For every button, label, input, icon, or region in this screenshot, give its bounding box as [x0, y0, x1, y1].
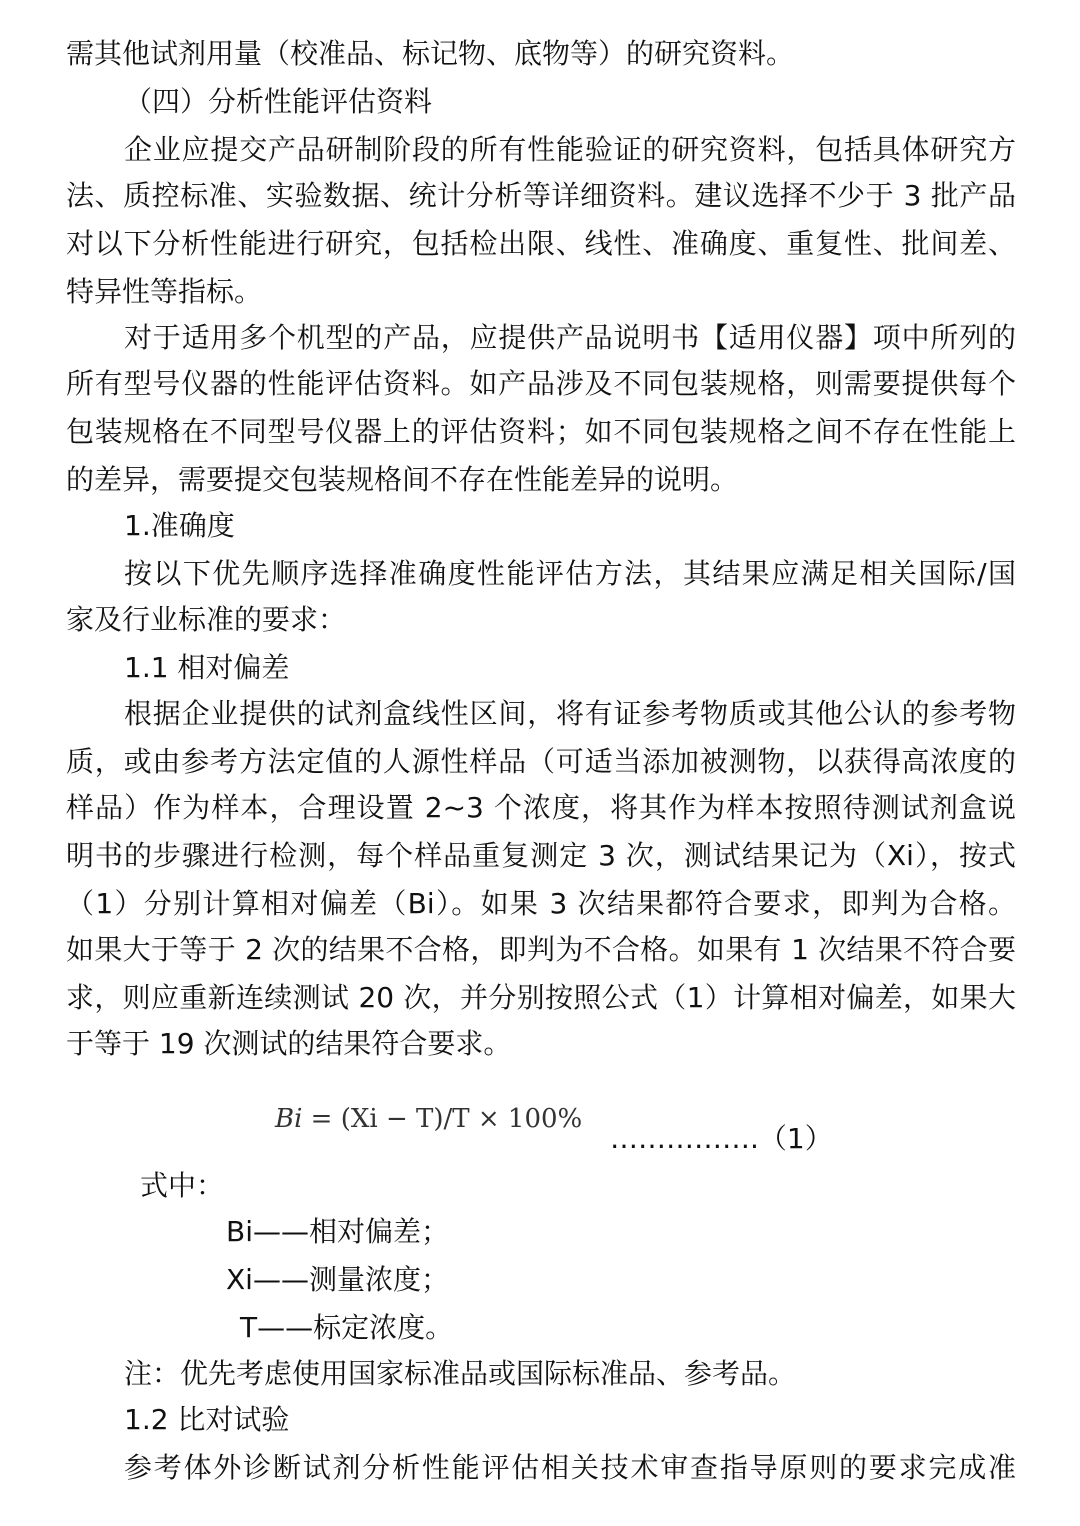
text-line: 需其他试剂用量（校准品、标记物、底物等）的研究资料。	[66, 37, 795, 70]
formula	[275, 1101, 582, 1137]
section-heading: 1.准确度	[124, 509, 235, 542]
note-line: 注：优先考虑使用国家标准品或国际标准品、参考品。	[124, 1357, 797, 1390]
text-line: 求，则应重新连续测试 20 次，并分别按照公式（1）计算相对偏差，如果大	[66, 981, 1016, 1014]
text-line: 特异性等指标。	[66, 275, 263, 308]
formula-rhs: = (Xi − T)/T × 100%	[302, 1104, 583, 1134]
text-line: 法、质控标准、实验数据、统计分析等详细资料。建议选择不少于 3 批产品	[66, 179, 1016, 212]
text-line: 企业应提交产品研制阶段的所有性能验证的研究资料，包括具体研究方	[124, 133, 1016, 166]
text-line: 参考体外诊断试剂分析性能评估相关技术审查指导原则的要求完成准	[124, 1451, 1016, 1484]
section-heading: 1.1 相对偏差	[124, 651, 290, 684]
text-line: 包装规格在不同型号仪器上的评估资料；如不同包装规格之间不存在性能上	[66, 415, 1016, 448]
text-line: 根据企业提供的试剂盒线性区间，将有证参考物质或其他公认的参考物	[124, 697, 1016, 730]
section-heading: 1.2 比对试验	[124, 1403, 290, 1436]
formula-lhs: Bi	[275, 1104, 303, 1134]
text-line: 按以下优先顺序选择准确度性能评估方法，其结果应满足相关国际/国	[124, 557, 1016, 590]
text-line: 于等于 19 次测试的结果符合要求。	[66, 1027, 512, 1060]
text-line: 对以下分析性能进行研究，包括检出限、线性、准确度、重复性、批间差、	[66, 227, 1016, 260]
text-line: （1）分别计算相对偏差（Bi）。如果 3 次结果都符合要求，即判为合格。	[66, 887, 1016, 920]
text-line: 质，或由参考方法定值的人源性样品（可适当添加被测物，以获得高浓度的	[66, 745, 1016, 778]
where-label: 式中：	[140, 1169, 225, 1202]
section-heading: （四）分析性能评估资料	[124, 85, 433, 118]
equation-number: …………….（1）	[610, 1122, 833, 1155]
definition-xi: Xi——测量浓度；	[226, 1263, 449, 1296]
text-line: 明书的步骤进行检测，每个样品重复测定 3 次，测试结果记为（Xi），按式	[66, 839, 1016, 872]
text-line: 对于适用多个机型的产品，应提供产品说明书【适用仪器】项中所列的	[124, 321, 1016, 354]
text-line: 的差异，需要提交包装规格间不存在性能差异的说明。	[66, 463, 739, 496]
text-line: 家及行业标准的要求：	[66, 603, 347, 636]
text-line: 样品）作为样本，合理设置 2~3 个浓度，将其作为样本按照待测试剂盒说	[66, 791, 1016, 824]
definition-t: T——标定浓度。	[240, 1311, 454, 1344]
text-line: 所有型号仪器的性能评估资料。如产品涉及不同包装规格，则需要提供每个	[66, 367, 1016, 400]
definition-bi: Bi——相对偏差；	[226, 1215, 449, 1248]
text-line: 如果大于等于 2 次的结果不合格，即判为不合格。如果有 1 次结果不符合要	[66, 933, 1016, 966]
